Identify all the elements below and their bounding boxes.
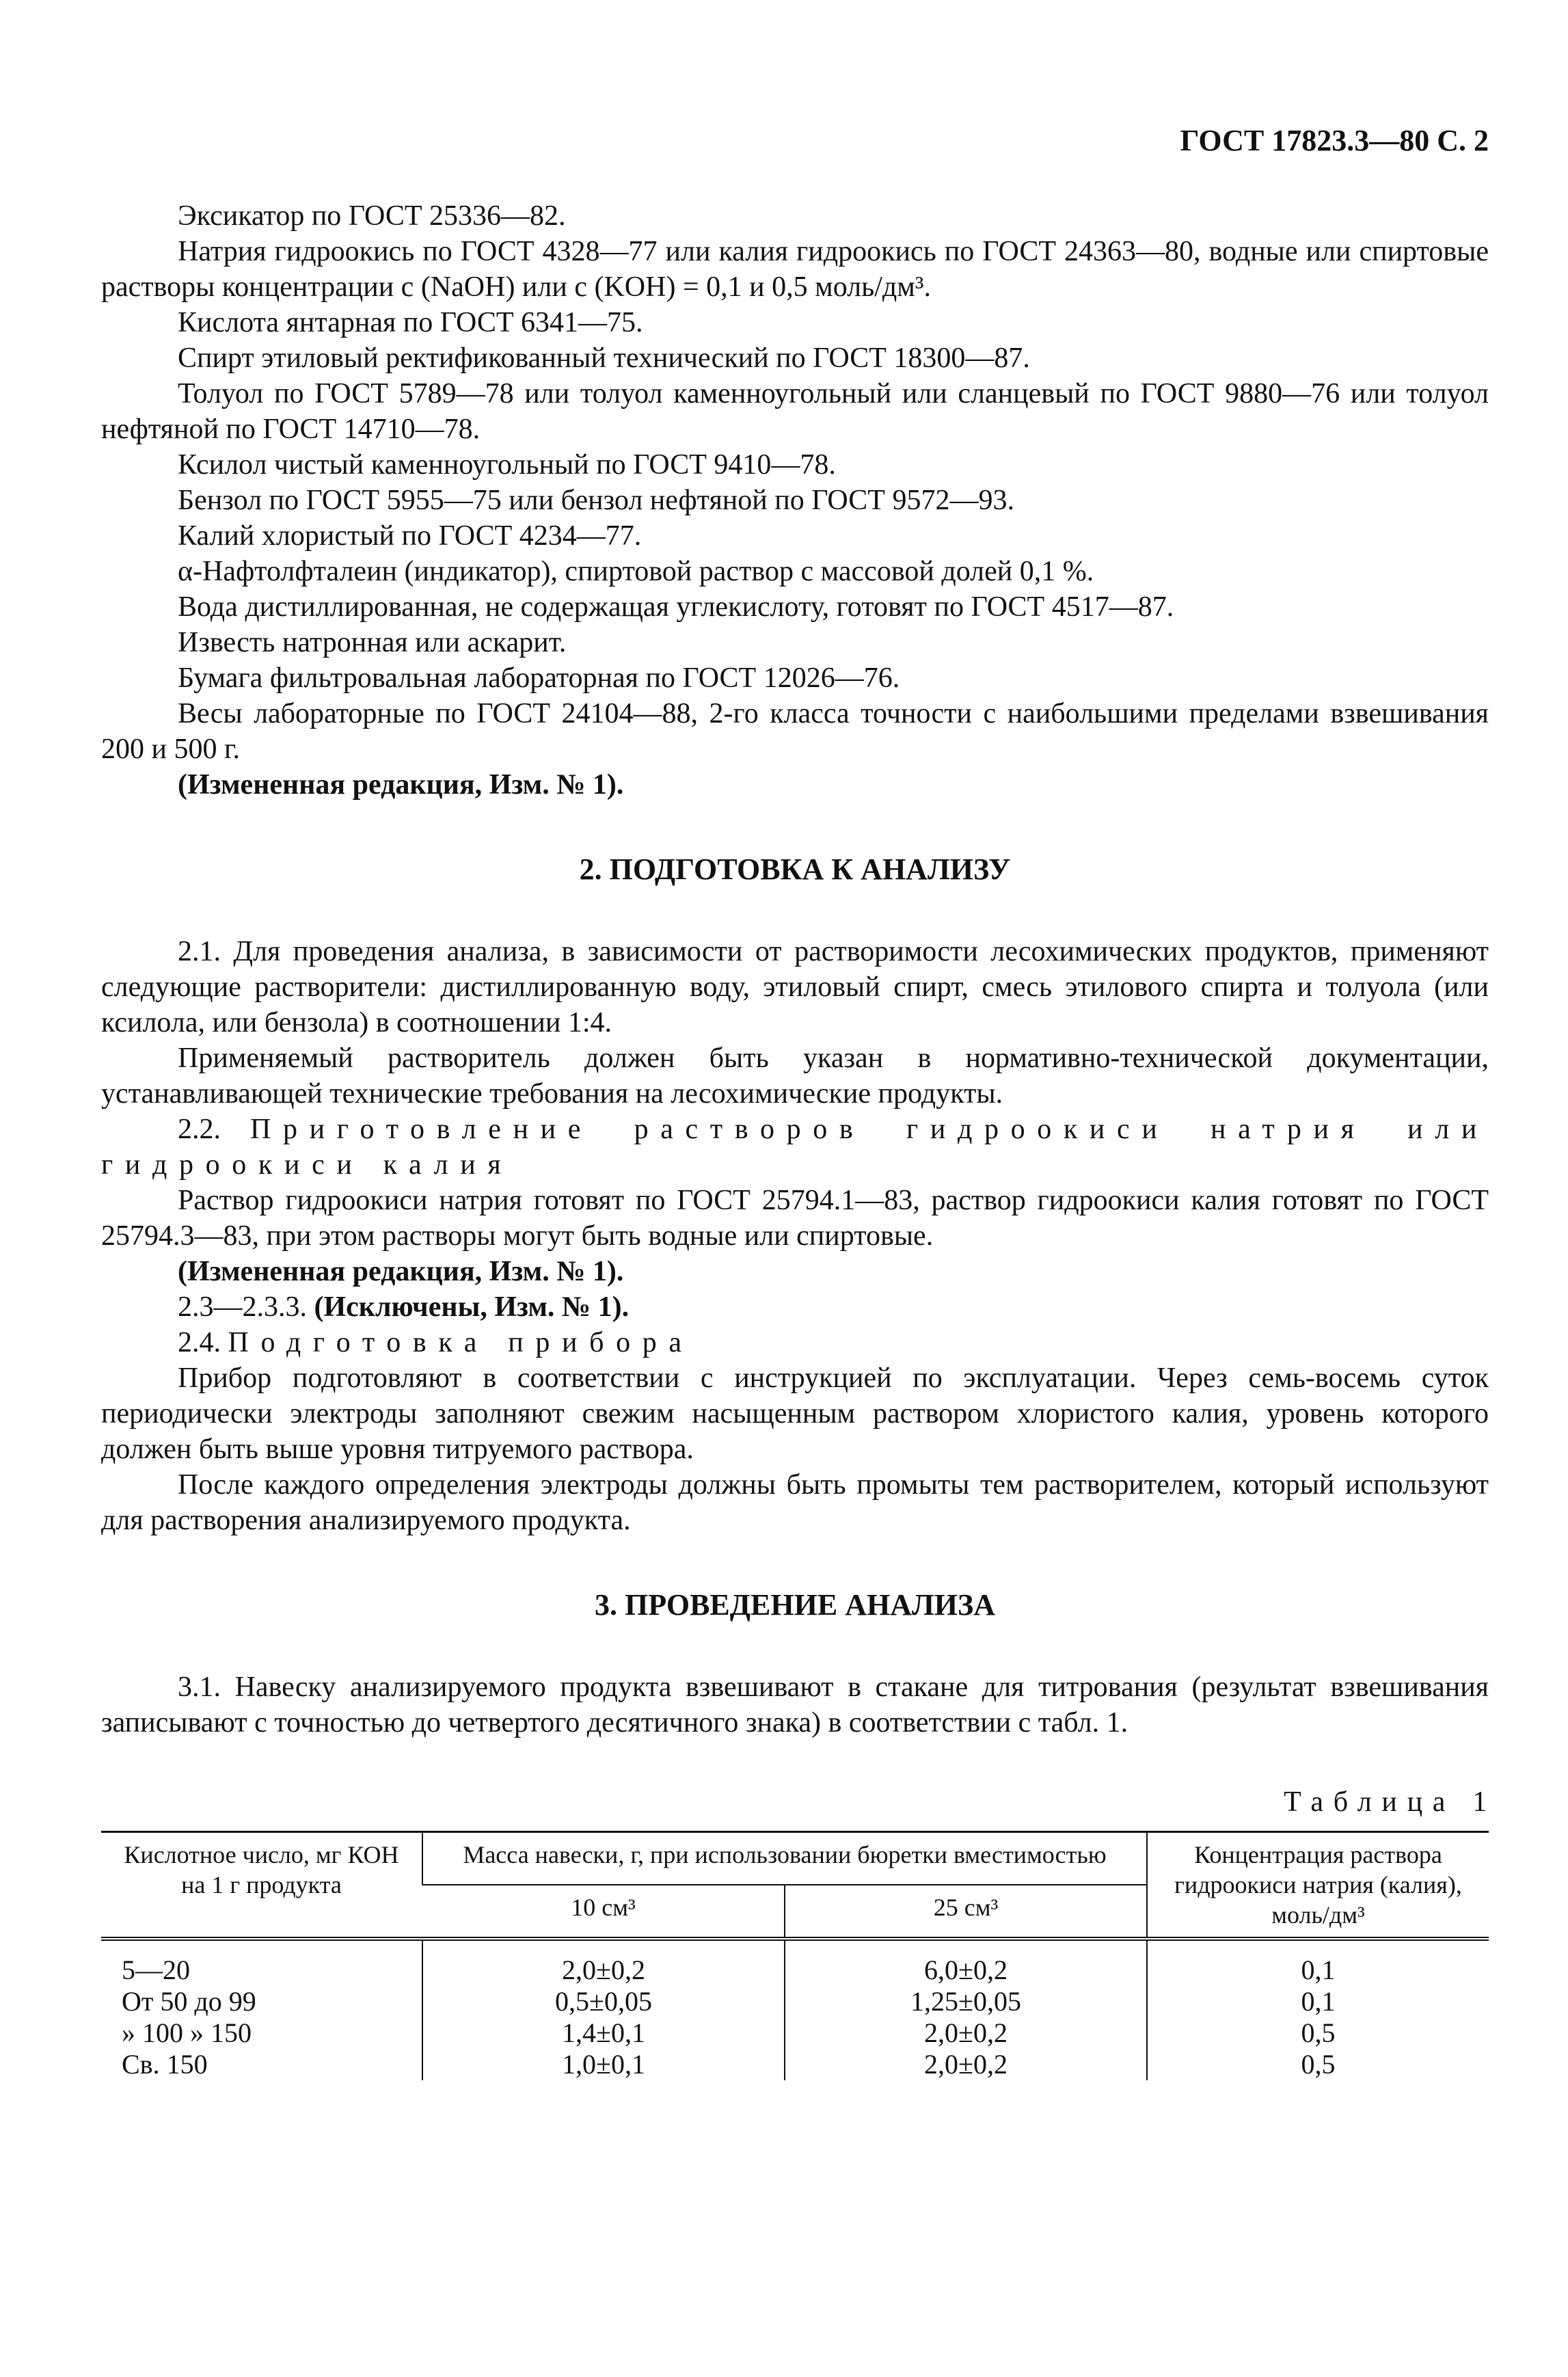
material-item: Эксикатор по ГОСТ 25336—82. (178, 200, 566, 232)
material-item: Вода дистиллированная, не содержащая углекислоту, готовят по ГОСТ 4517—87. (178, 591, 1174, 623)
table-row (101, 2049, 1489, 2080)
clause-title: Приготовление растворов гидроокиси натрия или гидроокиси калия (101, 1114, 1489, 1181)
material-item: Калий хлористый по ГОСТ 4234—77. (178, 520, 642, 552)
table-caption: Таблица 1 (1284, 1786, 1497, 1818)
cell-mass-25: 1,25±0,05 (785, 1986, 1147, 2017)
paragraph-2-2 (101, 1112, 1489, 1183)
clause-number: 2.2. (178, 1114, 221, 1145)
header-10-cm3: 10 см³ (422, 1885, 785, 1939)
cell-conc: 0,5 (1147, 2049, 1489, 2080)
cell-acid: От 50 до 99 (122, 1986, 256, 2017)
cell-acid: Св. 150 (122, 2049, 208, 2080)
exclusion-note: (Исключены, Изм. № 1). (314, 1291, 630, 1323)
material-item: Натрия гидроокись по ГОСТ 4328—77 или калия гидроокись по ГОСТ 24363—80, водные или спиртовые растворы концентрации c (NaOH) или c (KOH) = 0,1 и 0,5 моль/дм³. (101, 236, 1489, 303)
cell-acid: 5—20 (122, 1955, 190, 1985)
material-item: Бумага фильтровальная лабораторная по ГОСТ 12026—76. (178, 662, 900, 694)
table-1 (101, 1831, 1489, 2080)
material-item: Спирт этиловый ректификованный технический по ГОСТ 18300—87. (178, 343, 1030, 374)
table-row (101, 1986, 1489, 2017)
cell-mass-25: 2,0±0,2 (785, 2017, 1147, 2049)
cell-mass-10: 2,0±0,2 (422, 1939, 785, 1986)
table-row (101, 1939, 1489, 1986)
cell-conc: 0,1 (1147, 1986, 1489, 2017)
document-body (101, 198, 1497, 2080)
page-header: ГОСТ 17823.3—80 С. 2 (1180, 124, 1489, 157)
paragraph-2-1: 2.1. Для проведения анализа, в зависимости от растворимости лесохимических продуктов, применяют следующие растворители: дистиллированную воду, этиловый спирт, смесь этилового спирта и толуола (или ксилола, или бензола) в соотношении 1:4. (101, 936, 1489, 1038)
amendment-note: (Измененная редакция, Изм. № 1). (178, 1256, 624, 1287)
material-item: α-Нафтолфталеин (индикатор), спиртовой раствор с массовой долей 0,1 %. (178, 556, 1094, 587)
cell-mass-10: 1,0±0,1 (422, 2049, 785, 2080)
material-item: Весы лабораторные по ГОСТ 24104—88, 2-го класса точности с наибольшими пределами взвешивания 200 и 500 г. (101, 698, 1489, 765)
paragraph-2-2-text: Раствор гидроокиси натрия готовят по ГОСТ 25794.1—83, раствор гидроокиси калия готовят по ГОСТ 25794.3—83, при этом растворы могут быть водные или спиртовые. (101, 1185, 1489, 1252)
material-item: Ксилол чистый каменноугольный по ГОСТ 9410—78. (178, 449, 836, 481)
paragraph-3-1: 3.1. Навеску анализируемого продукта взвешивают в стакане для титрования (результат взвешивания записывают с точностью до четвертого десятичного знака) в соответствии с табл. 1. (101, 1671, 1489, 1738)
material-item: Известь натронная или аскарит. (178, 627, 567, 658)
header-25-cm3: 25 см³ (785, 1885, 1147, 1939)
section-2-heading: 2. ПОДГОТОВКА К АНАЛИЗУ (579, 852, 1011, 886)
section-3-heading: 3. ПРОВЕДЕНИЕ АНАЛИЗА (595, 1588, 995, 1622)
clause-number: 2.3—2.3.3. (178, 1291, 307, 1323)
material-item: Бензол по ГОСТ 5955—75 или бензол нефтяной по ГОСТ 9572—93. (178, 485, 1014, 516)
material-item: Кислота янтарная по ГОСТ 6341—75. (178, 307, 643, 338)
paragraph-2-3 (101, 1289, 1489, 1325)
material-item: Толуол по ГОСТ 5789—78 или толуол каменноугольный или сланцевый по ГОСТ 9880—76 или толуол нефтяной по ГОСТ 14710—78. (101, 378, 1489, 445)
header-sample-mass: Масса навески, г, при использовании бюретки вместимостью (422, 1832, 1147, 1885)
clause-title: Подготовка прибора (228, 1327, 694, 1358)
cell-mass-25: 6,0±0,2 (785, 1939, 1147, 1986)
header-acid-number: Кислотное число, мг КОН на 1 г продукта (101, 1832, 422, 1939)
amendment-note: (Измененная редакция, Изм. № 1). (178, 769, 624, 801)
paragraph-2-1-cont: Применяемый растворитель должен быть указан в нормативно-технической документации, устанавливающей технические требования на лесохимические продукты. (101, 1043, 1489, 1110)
cell-mass-10: 1,4±0,1 (422, 2017, 785, 2049)
clause-number: 2.4. (178, 1327, 221, 1358)
cell-conc: 0,1 (1147, 1939, 1489, 1986)
cell-acid: » 100 » 150 (122, 2017, 252, 2048)
header-concentration: Концентрация раствора гидроокиси натрия (калия), моль/дм³ (1147, 1832, 1489, 1939)
paragraph-2-4-text: Прибор подготовляют в соответствии с инструкцией по эксплуатации. Через семь-восемь суток периодически электроды заполняют свежим насыщенным раствором хлористого калия, уровень которого должен быть выше уровня титруемого раствора. (101, 1362, 1489, 1465)
cell-conc: 0,5 (1147, 2017, 1489, 2049)
cell-mass-25: 2,0±0,2 (785, 2049, 1147, 2080)
table-row (101, 2017, 1489, 2049)
paragraph-2-4-text2: После каждого определения электроды должны быть промыты тем растворителем, который используют для растворения анализируемого продукта. (101, 1469, 1489, 1536)
cell-mass-10: 0,5±0,05 (422, 1986, 785, 2017)
paragraph-2-4 (101, 1325, 1489, 1360)
